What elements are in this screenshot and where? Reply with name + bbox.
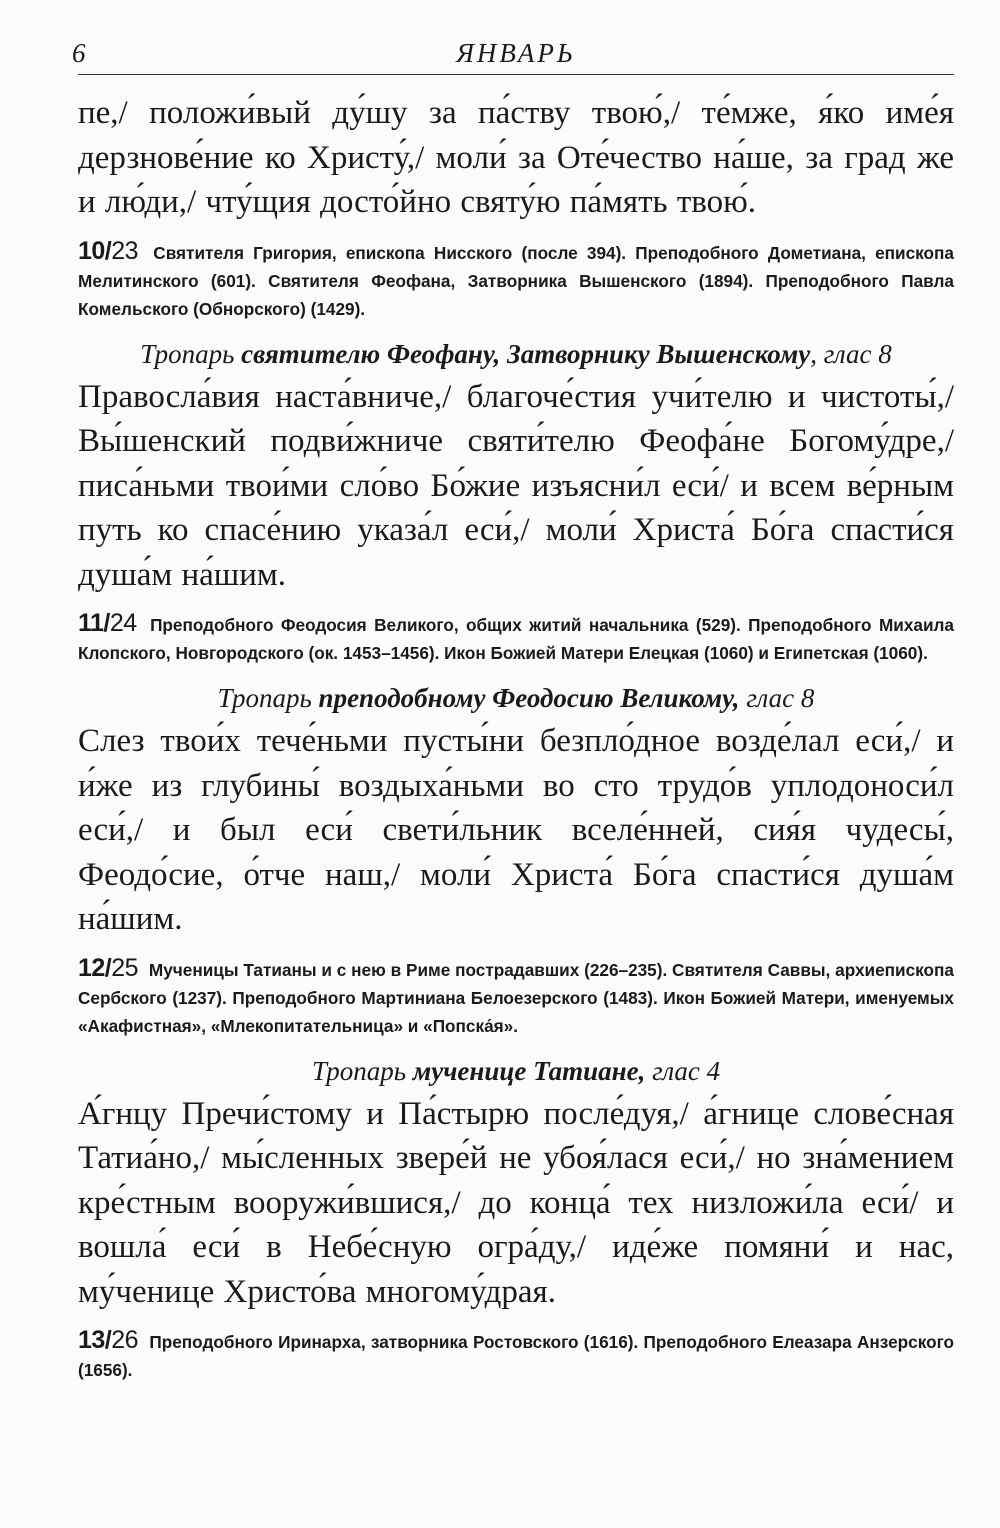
troparion-tone: глас 8	[823, 338, 892, 369]
date-label	[78, 1326, 138, 1354]
commemoration-text: Преподобного Иринарха, затворника Ростовского (1616). Преподобного Елеазара Анзерского (1656).	[78, 1332, 955, 1380]
continued-troparion-text: пе,/ положи́вый ду́шу за па́ству твою́,/ те́мже, я́ко име́я дерзнове́ние ко Христу́,/ моли́ за Оте́чество на́ше, за град же и лю́ди,/ чту́щия досто́йно святу́ю па́мять твою́.	[78, 95, 954, 220]
troparion-text: Слез твои́х тече́ньми пусты́ни безпло́дное возде́лал еси́,/ и и́же из глубины́ воздыха́ньми во сто трудо́в уплодоноси́л еси́,/ и был еси́ свети́льник вселе́нней, сия́я чудесы́, Феодо́сие, о́тче наш,/ моли́ Христа́ Бо́га спасти́ся душа́м на́шим.	[78, 723, 954, 937]
date-old-style: 12/	[78, 953, 112, 982]
date-new-style: 26	[111, 1326, 139, 1354]
troparion-text: А́гнцу Пречи́стому и Па́стырю после́дуя,/ а́гнице слове́сная Татиа́но,/ мы́сленных звере́й не убоя́лася еси́,/ но зна́мением кре́стным вооружи́вшися,/ до конца́ тех низложи́ла еси́/ и вошла́ еси́ в Небе́сную огра́ду,/ иде́же помяни́ и нас, му́ченице Христо́ва многому́драя.	[78, 1095, 954, 1310]
troparion-text: Правосла́вия наста́вниче,/ благоче́стия учи́телю и чистоты́,/ Вы́шенский подви́жниче святи́телю Феофа́не Богому́дре,/ писа́ньми твои́ми сло́во Бо́жие изъясни́л еси́/ и всем ве́рным путь ко спасе́нию указа́л еси́,/ моли́ Христа́ Бо́га спасти́ся душа́м на́шим.	[78, 378, 954, 593]
date-new-style: 23	[111, 236, 139, 265]
troparion-heading: Тропарь святителю Феофану, Затворнику Вышенскому, глас 8	[140, 338, 892, 369]
troparion-prefix: Тропарь	[311, 1055, 406, 1086]
troparion-tone: глас 4	[652, 1055, 721, 1086]
commemoration-entry	[78, 237, 954, 323]
troparion-heading	[78, 1054, 954, 1088]
commemoration-text: Святителя Григория, епископа Нисского (после 394). Преподобного Дометиана, епископа Мелитинского (601). Святителя Феофана, Затворника Вышенского (1894). Преподобного Павла Комельского (Обнорского) (1429).	[78, 242, 954, 319]
troparion-dedication: преподобному Феодосию Великому,	[318, 683, 740, 713]
commemoration-entry	[78, 609, 954, 667]
troparion-tone: глас 8	[746, 683, 815, 713]
commemoration-text: Преподобного Феодосия Великого, общих житий начальника (529). Преподобного Михаила Клопского, Новгородского (ок. 1453–1456). Икон Божией Матери Елецкая (1060) и Египетская (1060).	[78, 615, 954, 663]
month-title: ЯНВАРЬ	[456, 38, 576, 68]
page-number: 6	[72, 38, 86, 68]
date-label	[78, 237, 138, 265]
date-old-style: 13/	[78, 1326, 112, 1354]
commemoration-entry	[78, 954, 954, 1040]
date-label	[78, 609, 137, 637]
book-page	[72, 36, 955, 1384]
date-old-style: 11/	[78, 609, 110, 637]
troparion-prefix: Тропарь	[217, 683, 312, 713]
troparion-heading	[78, 681, 954, 715]
date-new-style: 25	[111, 953, 139, 982]
commemoration-text: Мученицы Татианы и с нею в Риме пострадавших (226–235). Святителя Саввы, архиепископа Сербского (1237). Преподобного Мартиниана Белоезерского (1483). Икон Божией Матери, именуемых «Акафистная», «Млекопитательница» и «Попска́я».	[78, 959, 954, 1036]
troparion-dedication: святителю Феофану, Затворнику Вышенскому	[241, 338, 811, 369]
date-old-style: 10/	[78, 236, 112, 265]
running-head	[72, 36, 954, 75]
date-new-style: 24	[109, 609, 137, 637]
date-label	[78, 954, 138, 982]
troparion-dedication: мученице Татиане,	[412, 1055, 646, 1086]
commemoration-entry	[78, 1326, 954, 1384]
troparion-prefix: Тропарь	[140, 338, 235, 369]
